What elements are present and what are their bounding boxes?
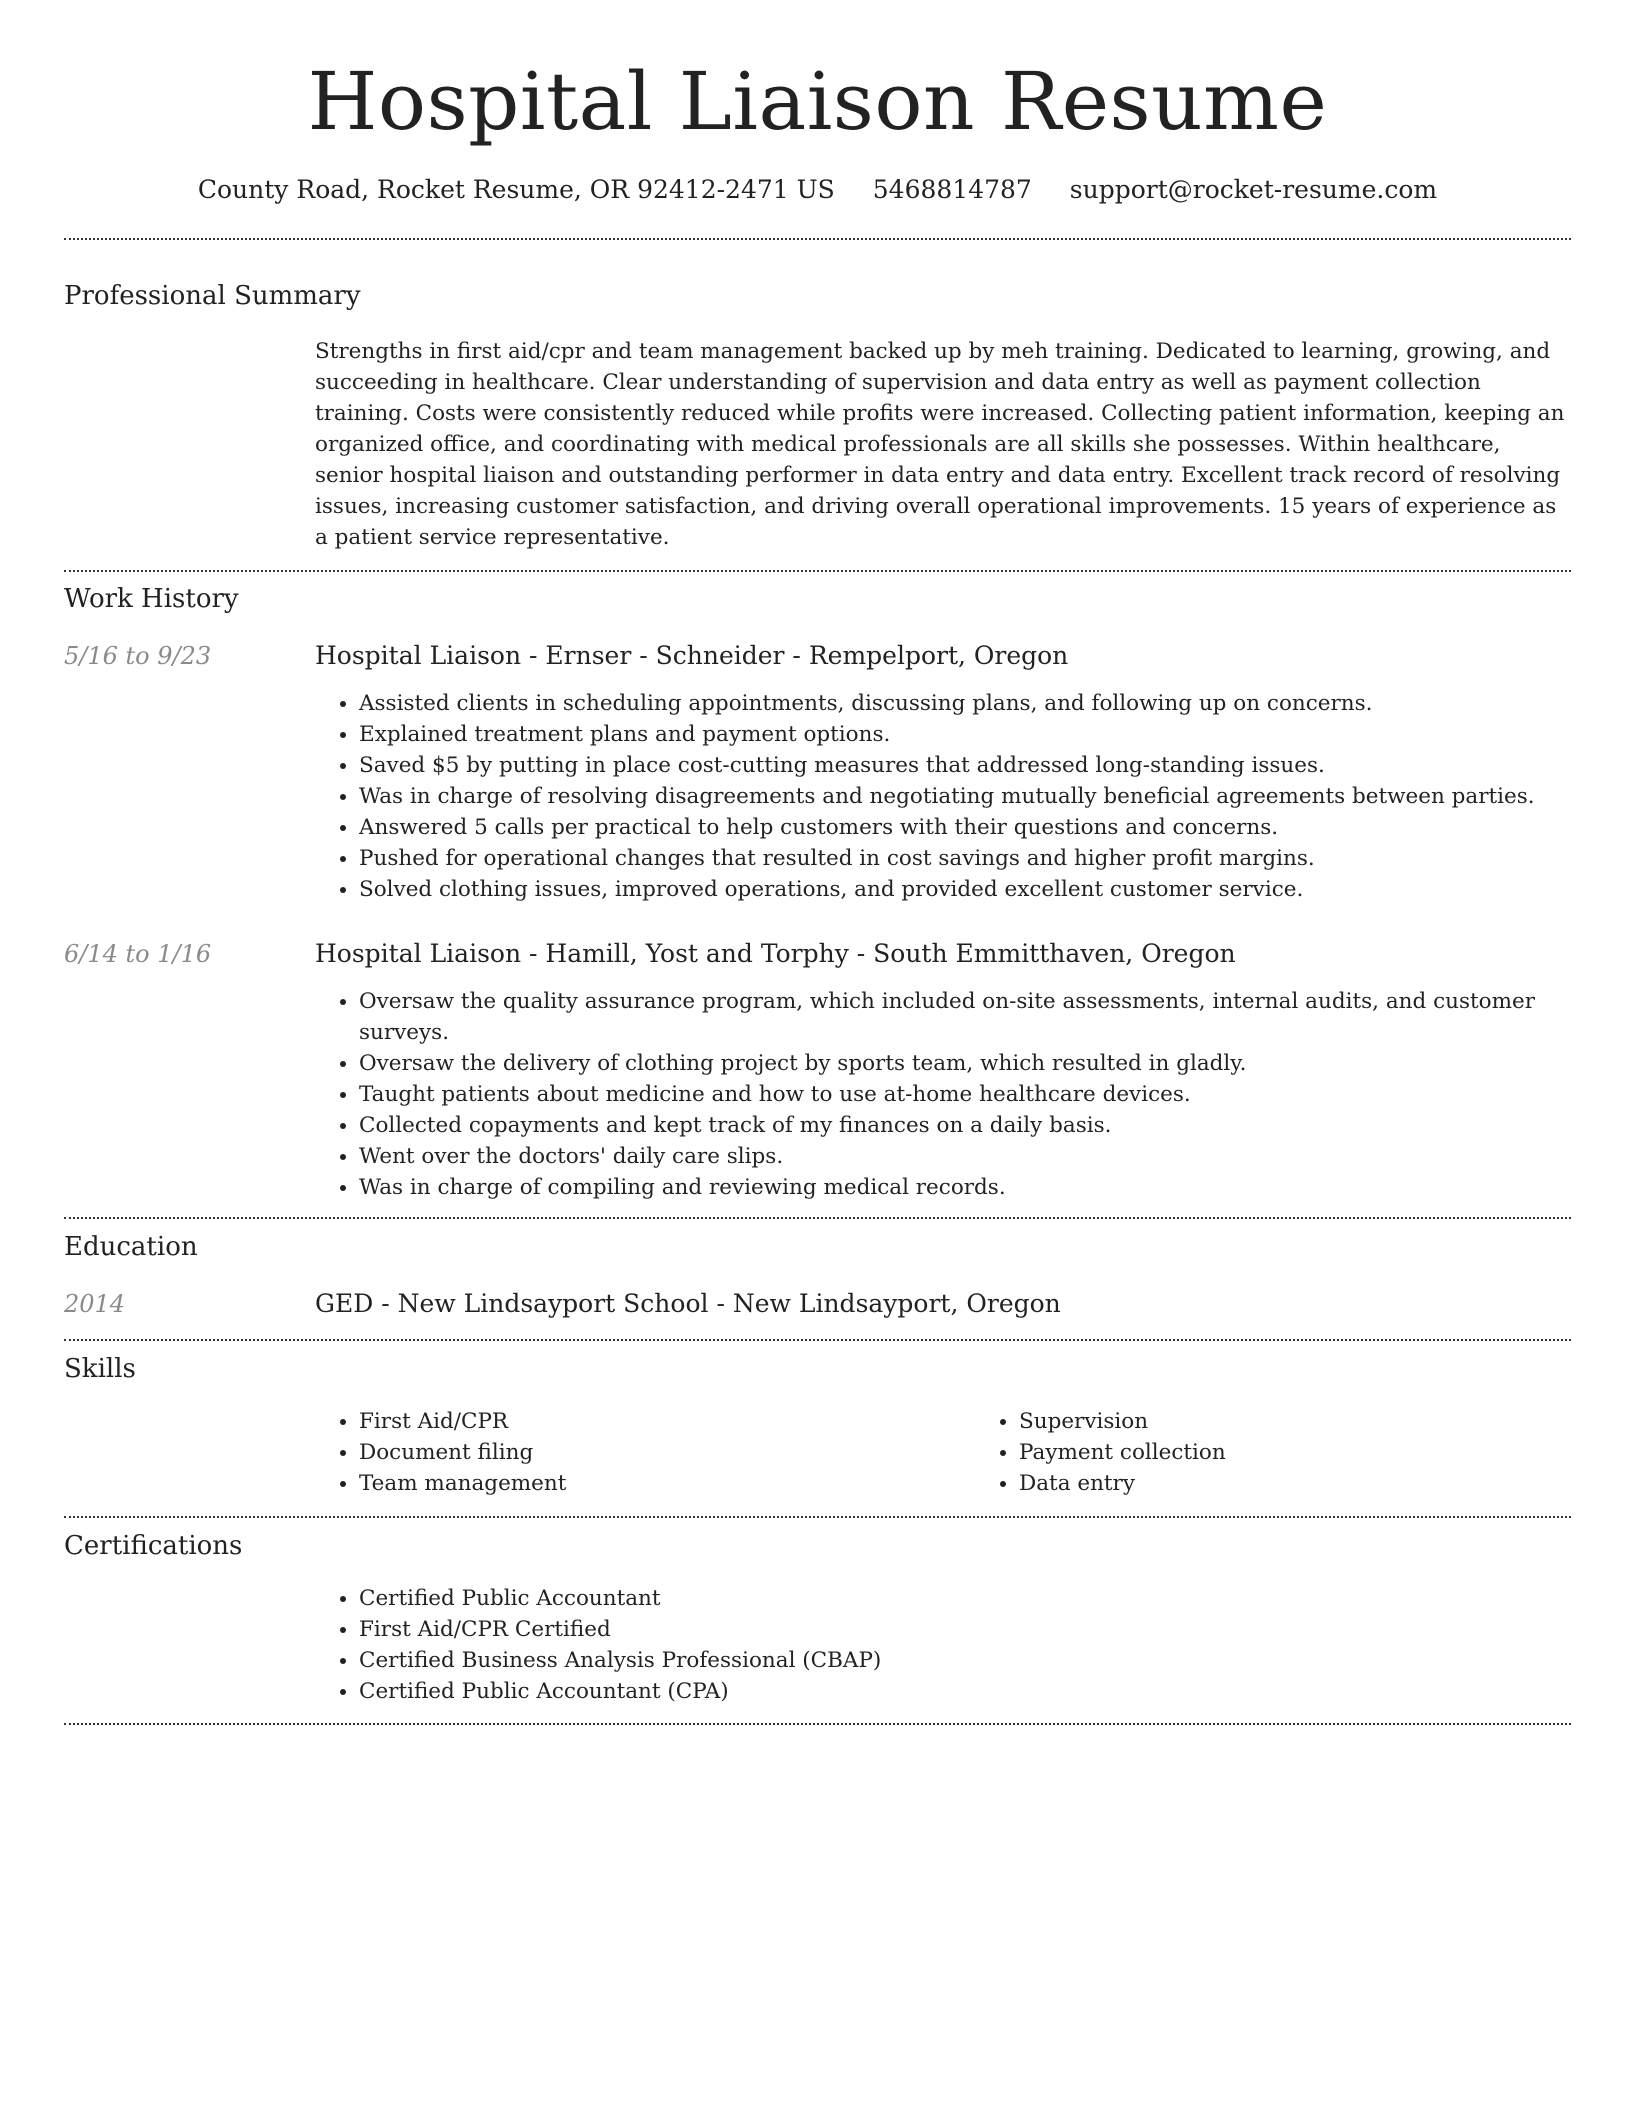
job-dates: 5/16 to 9/23: [64, 642, 212, 670]
skills-section: [64, 1341, 1571, 1499]
skills-grid: [315, 1406, 1632, 1499]
job-bullets: [315, 986, 1571, 1203]
list-item: • Was in charge of resolving disagreements and negotiating mutually beneficial agreements between parties.: [359, 781, 1571, 812]
certifications-section: [64, 1518, 1571, 1707]
list-item: • Taught patients about medicine and how to use at-home healthcare devices.: [359, 1079, 1571, 1110]
list-item: • Pushed for operational changes that resulted in cost savings and higher profit margins.: [359, 843, 1571, 874]
list-item: • Solved clothing issues, improved operations, and provided excellent customer service.: [359, 874, 1571, 905]
contact-phone: 5468814787: [872, 175, 1032, 204]
resume-name: Hospital Liaison Resume: [307, 55, 1328, 148]
skills-heading: Skills: [64, 1354, 136, 1384]
job-dates: 6/14 to 1/16: [64, 940, 212, 968]
list-item: • Assisted clients in scheduling appointments, discussing plans, and following up on concerns.: [359, 688, 1571, 719]
list-item: • Went over the doctors' daily care slips.: [359, 1141, 1571, 1172]
education-heading-line: GED - New Lindsayport School - New Lindsayport, Oregon: [315, 1289, 1061, 1318]
job-entry: [64, 639, 1571, 905]
job-heading: Hospital Liaison - Ernser - Schneider - Rempelport, Oregon: [315, 641, 1069, 670]
resume-page: [64, 0, 1571, 1725]
job-heading: Hospital Liaison - Hamill, Yost and Torphy - South Emmitthaven, Oregon: [315, 939, 1236, 968]
work-history-heading: Work History: [64, 584, 239, 614]
divider: [64, 1723, 1571, 1725]
list-item: • Saved $5 by putting in place cost-cutting measures that addressed long-standing issues.: [359, 750, 1571, 781]
list-item: • Certified Public Accountant (CPA): [359, 1676, 1571, 1707]
list-item: • Document filing: [359, 1437, 975, 1468]
certifications-list: [315, 1583, 1571, 1707]
summary-section: [64, 240, 1571, 553]
list-item: • Certified Public Accountant: [359, 1583, 1571, 1614]
list-item: • First Aid/CPR: [359, 1406, 975, 1437]
list-item: • Explained treatment plans and payment options.: [359, 719, 1571, 750]
skills-column: [315, 1406, 975, 1499]
education-heading: Education: [64, 1232, 198, 1262]
list-item: • Oversaw the quality assurance program, which included on-site assessments, internal audits, and customer surveys.: [359, 986, 1571, 1048]
summary-heading: Professional Summary: [64, 281, 361, 311]
job-bullets: [315, 688, 1571, 905]
education-entry: [64, 1287, 1571, 1321]
list-item: • Data entry: [1019, 1468, 1632, 1499]
list-item: • Collected copayments and kept track of my finances on a daily basis.: [359, 1110, 1571, 1141]
skills-column: [975, 1406, 1632, 1499]
contact-line: [64, 172, 1571, 208]
list-item: • Answered 5 calls per practical to help customers with their questions and concerns.: [359, 812, 1571, 843]
summary-text: Strengths in first aid/cpr and team management backed up by meh training. Dedicated to learning, growing, and succeeding in healthcare. Clear understanding of supervision and data entry as well as payment collection training. Costs were consistently reduced while profits were increased. Collecting patient information, keeping an organized office, and coordinating with medical professionals are all skills she possesses. Within healthcare, senior hospital liaison and outstanding performer in data entry and data entry. Excellent track record of resolving issues, increasing customer satisfaction, and driving overall operational improvements. 15 years of experience as a patient service representative.: [315, 339, 1565, 550]
list-item: • Was in charge of compiling and reviewing medical records.: [359, 1172, 1571, 1203]
education-section: [64, 1219, 1571, 1321]
list-item: • Supervision: [1019, 1406, 1632, 1437]
list-item: • Certified Business Analysis Professional (CBAP): [359, 1645, 1571, 1676]
contact-email: support@rocket-resume.com: [1069, 175, 1438, 204]
education-year: 2014: [64, 1290, 126, 1318]
contact-address: County Road, Rocket Resume, OR 92412-2471 US: [197, 175, 835, 204]
list-item: • Team management: [359, 1468, 975, 1499]
work-history-section: [64, 572, 1571, 1203]
list-item: • Oversaw the delivery of clothing project by sports team, which resulted in gladly.: [359, 1048, 1571, 1079]
certifications-heading: Certifications: [64, 1531, 243, 1561]
list-item: • First Aid/CPR Certified: [359, 1614, 1571, 1645]
job-entry: [64, 937, 1571, 1203]
list-item: • Payment collection: [1019, 1437, 1632, 1468]
